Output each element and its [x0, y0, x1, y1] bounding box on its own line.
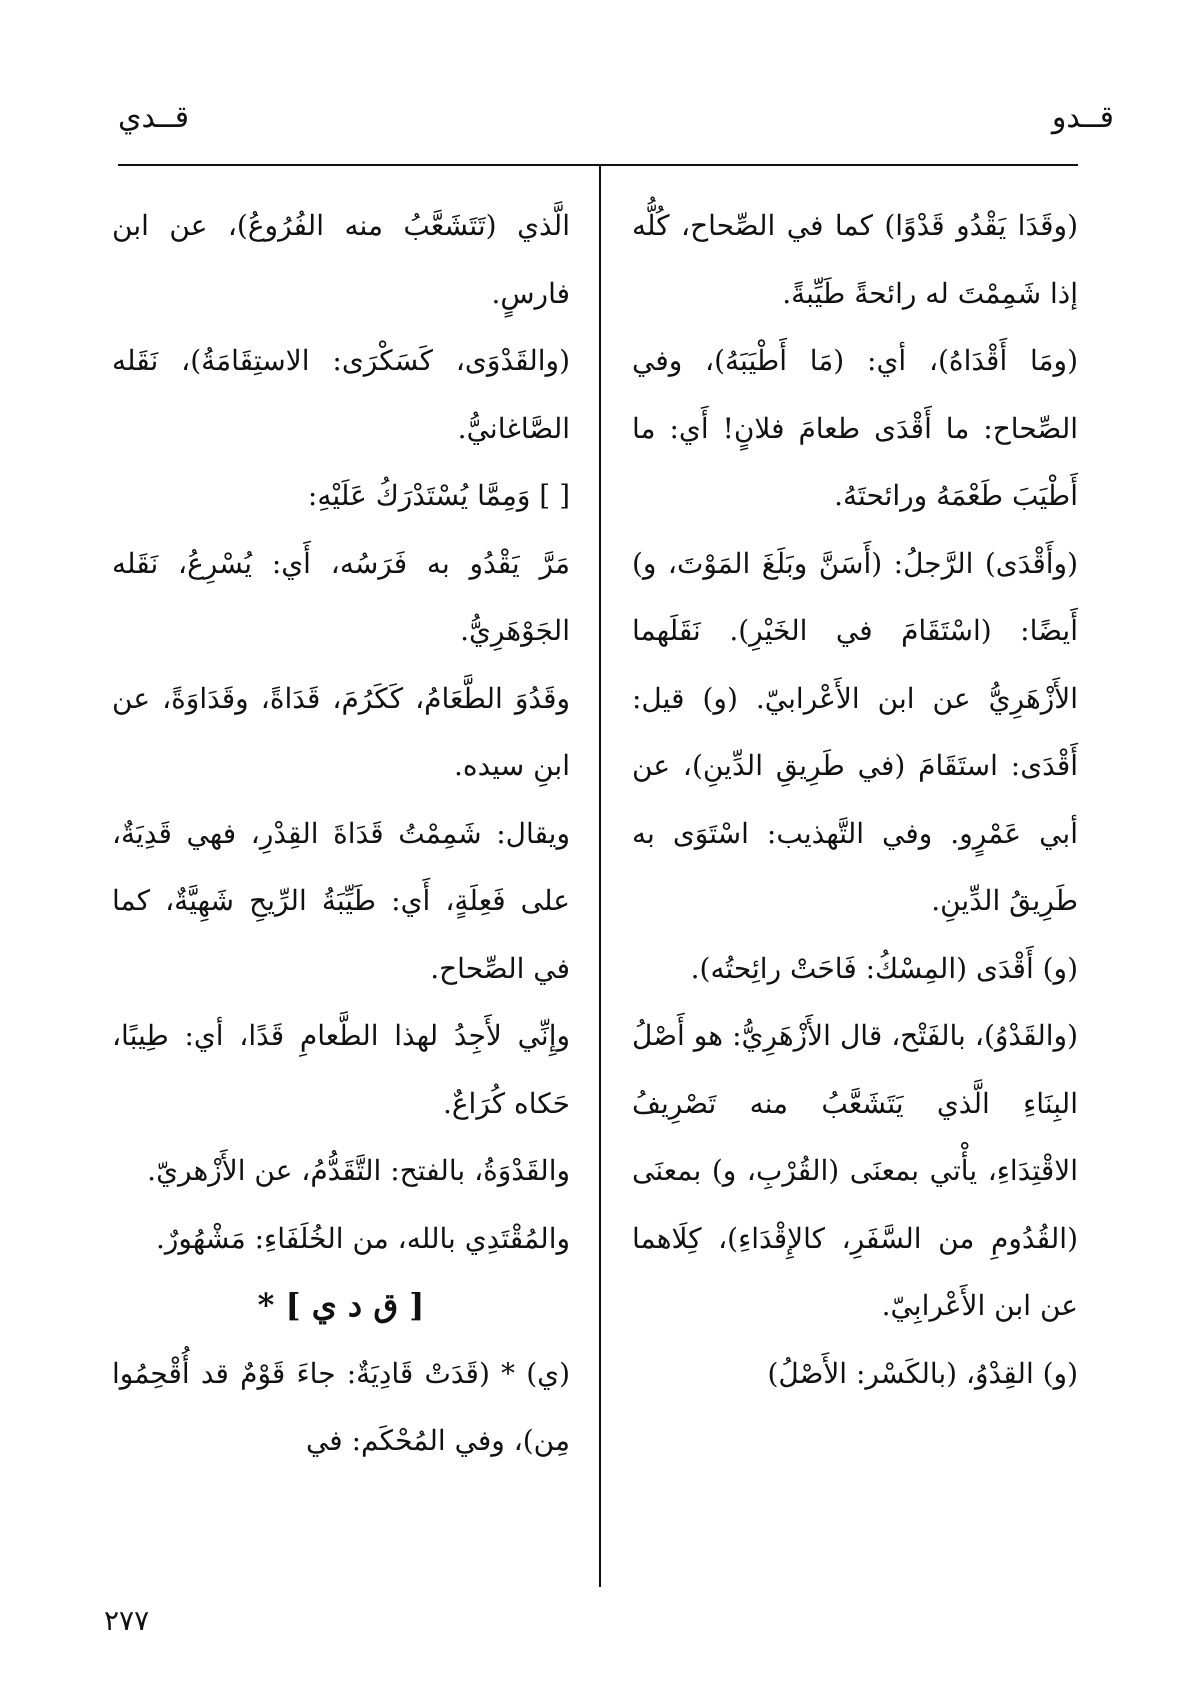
paragraph: [ ] وَمِمَّا يُسْتَدْرَكُ عَلَيْهِ: [307, 479, 570, 512]
header-rule [118, 164, 1078, 166]
paragraph: ويقال: شَمِمْتُ قَدَاةَ القِدْرِ، فهي قَدِيَةٌ، على فَعِلَةٍ، أَي: طَيِّبَةُ الرِّيحِ شَهِيَّةٌ، كما في الصِّحاح. [112, 816, 570, 985]
left-column [112, 192, 570, 1475]
paragraph: (والقَدْوَى، كَسَكْرَى: الاستِقَامَةُ)، نَقَله الصَّاغانيُّ. [112, 344, 570, 445]
paragraph: (وقَدَا يَقْدُو قَدْوًا) كما في الصِّحاح، كُلُّه إذا شَمِمْتَ له رائحةً طَيِّبةً. [632, 209, 1078, 310]
paragraph: (ومَا أَقْدَاهُ)، أي: (مَا أَطْيَبَهُ)، وفي الصِّحاح: ما أَقْدَى طعامَ فلانٍ! أَي: ما أَطْيَبَ طَعْمَهُ ورائحتَهُ. [632, 344, 1078, 512]
running-header-right: قــدو [1051, 100, 1114, 135]
paragraph: والمُقْتَدِي بالله، من الخُلَفَاءِ: مَشْهُورٌ. [155, 1221, 570, 1255]
paragraph: مَرَّ يَقْدُو به فَرَسُه، أَي: يُسْرِعُ، نَقَله الجَوْهَرِيُّ. [112, 546, 570, 647]
page-number: ٢٧٧ [104, 1604, 150, 1637]
paragraph: والقَدْوَةُ، بالفتح: التَّقَدُّمُ، عن الأَزْهريّ. [147, 1154, 570, 1187]
paragraph: (والقَدْوُ)، بالفَتْح، قال الأَزْهَرِيُّ: هو أَصْلُ البِنَاءِ الَّذي يَتَشَعَّبُ منه تَصْرِيفُ الاقْتِدَاءِ، يأْتي بمعنَى (القُرْبِ، و) بمعنَى (القُدُومِ من السَّفَرِ، كالإِقْدَاءِ)، كِلَاهما عن ابن الأَعْرابِيّ. [632, 1019, 1078, 1322]
paragraph: (ي) * (قَدَتْ قَادِيَةٌ: جاءَ قَوْمٌ قد أُقْحِمُوا مِن)، وفي المُحْكَم: في [112, 1356, 570, 1457]
paragraph: وإِنِّي لأَجِدُ لهذا الطَّعامِ قَدًا، أي: طِيبًا، حَكاه كُرَاعٌ. [112, 1019, 570, 1120]
paragraph: وقَدُوَ الطَّعَامُ، كَكَرُمَ، قَدَاةً، وقَدَاوَةً، عن ابنِ سيده. [112, 681, 570, 782]
paragraph: (وأَقْدَى) الرَّجلُ: (أَسَنَّ وبَلَغَ المَوْتَ، و) أَيضًا: (اسْتَقَامَ في الخَيْرِ). نَقَلَهما الأَزْهَرِيُّ عن ابن الأَعْرابيّ. (و) قيل: أَقْدَى: استَقَامَ (في طَرِيقِ الدِّينِ)، عن أبي عَمْرٍو. وفي التَّهذيب: اسْتَوَى به طَرِيقُ الدِّينِ. [632, 546, 1078, 917]
running-header-left: قــدي [118, 100, 190, 135]
right-column [632, 192, 1078, 1407]
entry-heading: [ ق د ي ] * [257, 1286, 425, 1324]
paragraph: (و) القِدْوُ، (بالكَسْر: الأَصْلُ) [767, 1356, 1078, 1390]
column-divider [599, 164, 601, 1587]
paragraph: الَّذي (تَتَشَعَّبُ منه الفُرُوعُ)، عن ابن فارسٍ. [112, 209, 570, 310]
paragraph: (و) أَقْدَى (المِسْكُ: فَاحَتْ رائِحتُه). [690, 951, 1078, 985]
